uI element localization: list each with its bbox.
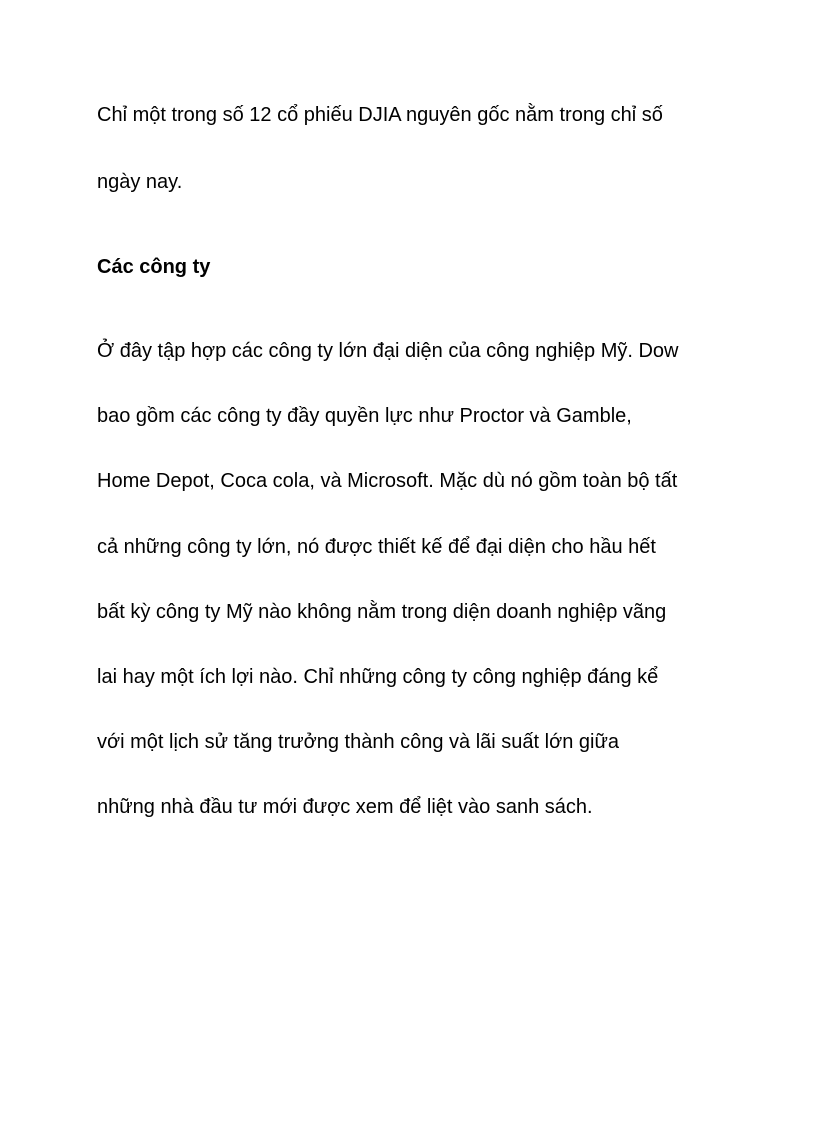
intro-line: Chỉ một trong số 12 cổ phiếu DJIA nguyên gốc nằm trong chỉ số: [97, 104, 663, 126]
section-heading: Các công ty: [97, 256, 211, 278]
body-line: cả những công ty lớn, nó được thiết kế để đại diện cho hầu hết: [97, 536, 656, 558]
body-line: Home Depot, Coca cola, và Microsoft. Mặc dù nó gồm toàn bộ tất: [97, 470, 678, 492]
body-line: với một lịch sử tăng trưởng thành công và lãi suất lớn giữa: [97, 731, 619, 753]
body-line: bao gồm các công ty đầy quyền lực như Proctor và Gamble,: [97, 405, 632, 427]
intro-line: ngày nay.: [97, 171, 183, 193]
body-line: bất kỳ công ty Mỹ nào không nằm trong diện doanh nghiệp vãng: [97, 601, 667, 623]
body-line: lai hay một ích lợi nào. Chỉ những công ty công nghiệp đáng kể: [97, 666, 659, 688]
body-line: Ở đây tập hợp các công ty lớn đại diện của công nghiệp Mỹ. Dow: [97, 340, 679, 362]
body-line: những nhà đầu tư mới được xem để liệt vào sanh sách.: [97, 796, 593, 818]
